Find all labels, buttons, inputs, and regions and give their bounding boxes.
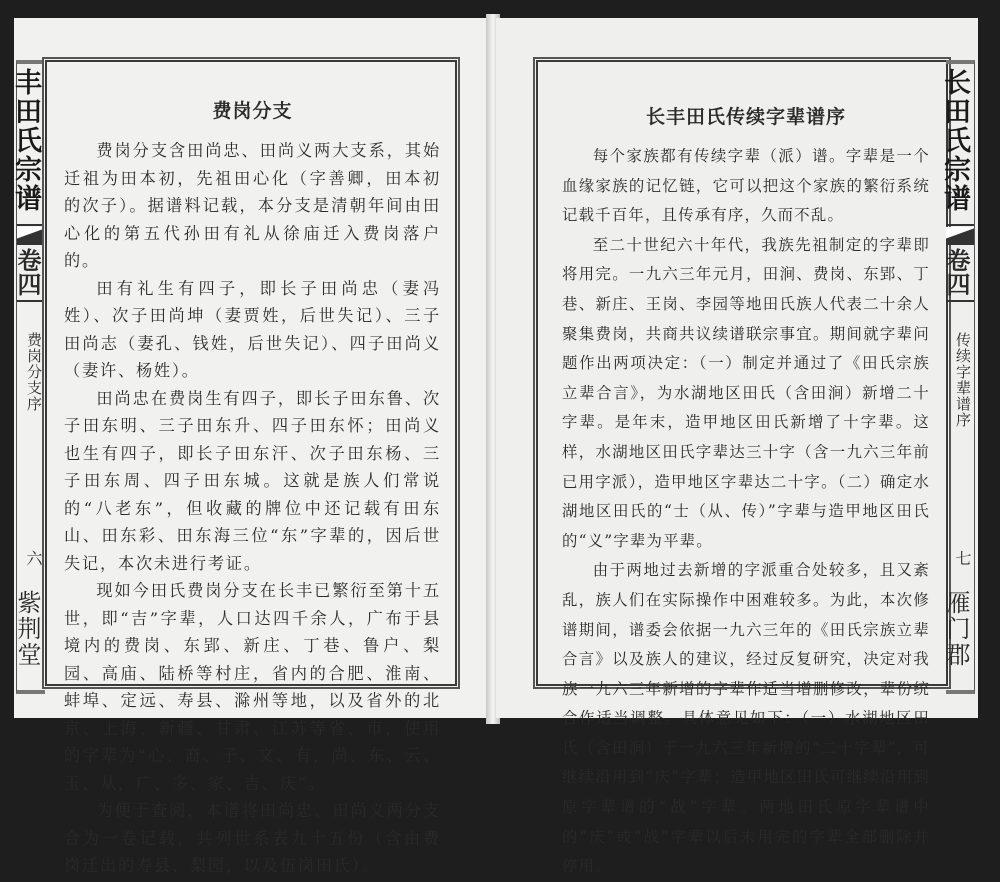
page-title: 长丰田氏传续字辈谱序 [645, 106, 846, 128]
paragraph: 每个家族都有传续字辈（派）谱。字辈是一个血缘家族的记忆链，它可以把这个家族的繁衍系统记载千百年，且传承有序，久而不乱。 [562, 147, 930, 225]
paragraph: 田有礼生有四子，即长子田尚忠（妻冯姓）、次子田尚坤（妻贾姓，后世失记）、三子田尚志（妻孔、钱姓，后世失记）、四子田尚义（妻许、杨姓）。 [64, 278, 441, 380]
body-text [64, 137, 441, 880]
hall-name: 紫荆堂 [13, 590, 41, 668]
book-title: 长田氏宗谱 [939, 68, 970, 213]
paragraph: 田尚忠在费岗生有四子，即长子田东鲁、次子田东明、三子田东升、四子田东怀；田尚义也生有四子，即长子田东汗、次子田东杨、三子田东周、四子田东城。这就是族人们常说的“八老东”，但收藏的牌位中还记载有田东山、田东彩、田东海三位“东”字辈的，因后世失记，本次未进行考证。 [64, 388, 441, 573]
right-margin-column [939, 60, 975, 694]
page-number: 七 [953, 550, 972, 566]
section-label: 费岗分支序 [25, 332, 43, 412]
divider [946, 300, 974, 302]
paragraph: 费岗分支含田尚忠、田尚义两大支系，其始迁祖为田本初，先祖田心化（字善卿，田本初的次子）。据谱料记载，本分支是清朝年间由田心化的第五代孙田有礼从徐庙迁入费岗落户的。 [64, 141, 441, 270]
paragraph: 至二十世纪六十年代，我族先祖制定的字辈即将用完。一九六三年元月，田涧、费岗、东郢、丁巷、新庄、王岗、李园等地田氏族人代表二十余人聚集费岗，共商共议续谱联宗事宜。期间就字辈问题作出两项决定：（一）制定并通过了《田氏宗族立辈合言》，为水湖地区田氏（含田涧）新增二十字辈。是年末，造甲地区田氏新增了十字辈。这样，水湖地区田氏字辈达三十字（含一九六三年前已用字派），造甲地区字辈达二十字。（二）确定水湖地区田氏的“士（从、传）”字辈与造甲地区田氏的“义”字辈为平辈。 [562, 235, 930, 550]
volume-label: 卷四 [13, 248, 42, 296]
volume-label: 卷四 [942, 248, 971, 296]
divider [946, 224, 974, 226]
section-label: 传续字辈谱序 [954, 332, 972, 428]
divider [17, 224, 45, 226]
text-frame [45, 60, 457, 875]
page-title: 费岗分支 [212, 100, 293, 122]
hall-name: 雁门郡 [942, 590, 970, 668]
body-text [562, 142, 930, 882]
right-page [496, 18, 978, 876]
paragraph: 由于两地过去新增的字派重合处较多，且又紊乱，族人们在实际操作中困难较多。为此，本次修谱期间，谱委会依据一九六三年的《田氏宗族立辈合言》以及族人的建议，经过反复研究，决定对我族一九六三年新增的字辈作适当增删修改，辈份统合作适当调整。具体意见如下：（一）水湖地区田氏（含田涧）于一九六三年新增的“二十字辈”，可继续沿用到“庆”字辈；造甲地区田氏可继续沿用到原字辈谱的“战”字辈。两地田氏原字辈谱中的“庆”或“战”字辈以后未用完的字辈全部删除并停用。 [562, 561, 930, 876]
paragraph: 现如今田氏费岗分支在长丰已繁衍至第十五世，即“吉”字辈，人口达四千余人，广布于县境内的费岗、东郢、新庄、丁巷、鲁户、梨园、高庙、陆桥等村庄，省内的合肥、淮南、蚌埠、定远、寿县、滁州等地，以及省外的北京、上海、新疆、甘肃、江苏等省、市，使用的字辈为“心、裔、子、文、有，尚、东、云、玉、从，广、多、家、吉、庆”。 [64, 581, 441, 793]
text-frame [536, 60, 948, 876]
book-title: 丰田氏宗谱 [10, 68, 41, 213]
wedge-ornament [946, 227, 974, 245]
page-number: 六 [24, 550, 43, 566]
left-margin-column [10, 60, 45, 694]
paragraph: 为便于查阅，本谱将田尚忠、田尚义两分支合为一卷记载，共列世系表九十五份（含由费岗迁出的寿县、梨园，以及伍岗田氏）。 [64, 801, 441, 875]
divider [17, 300, 45, 302]
wedge-ornament [17, 227, 45, 245]
left-page [10, 18, 492, 875]
